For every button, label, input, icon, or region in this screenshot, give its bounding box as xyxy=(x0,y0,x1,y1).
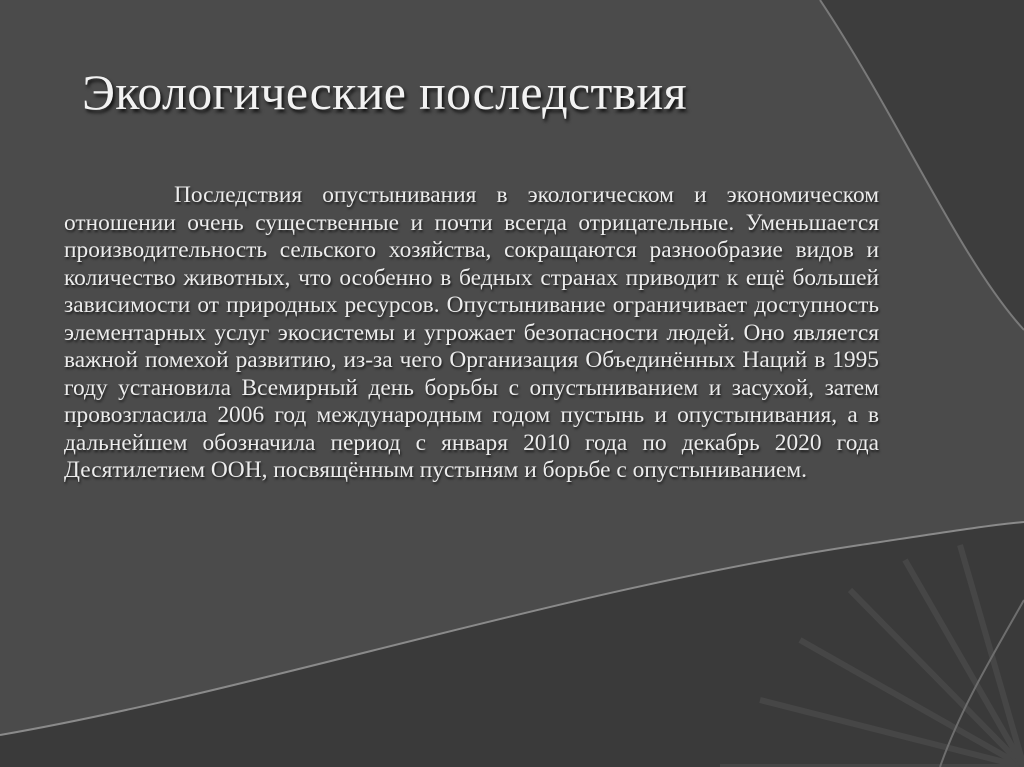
slide-body-text: Последствия опустынивания в экологическом и экономическом отношении очень существенные и почти всегда отрицательные. Уменьшается производительность сельского хозяйства, сокращаются разнообразие видов и количество животных, что особенно в бедных странах приводит к ещё большей зависимости от природных ресурсов. Опустынивание ограничивает доступность элементарных услуг экосистемы и угрожает безопасности людей. Оно является важной помехой развитию, из-за чего Организация Объединённых Наций в 1995 году установила Всемирный день борьбы с опустыниванием и засухой, затем провозгласила 2006 год международным годом пустынь и опустынивания, а в дальнейшем обозначила период с января 2010 года по декабрь 2020 года Десятилетием ООН, посвящённым пустыням и борьбе с опустыниванием. xyxy=(64,182,879,483)
slide-title: Экологические последствия xyxy=(82,64,687,120)
